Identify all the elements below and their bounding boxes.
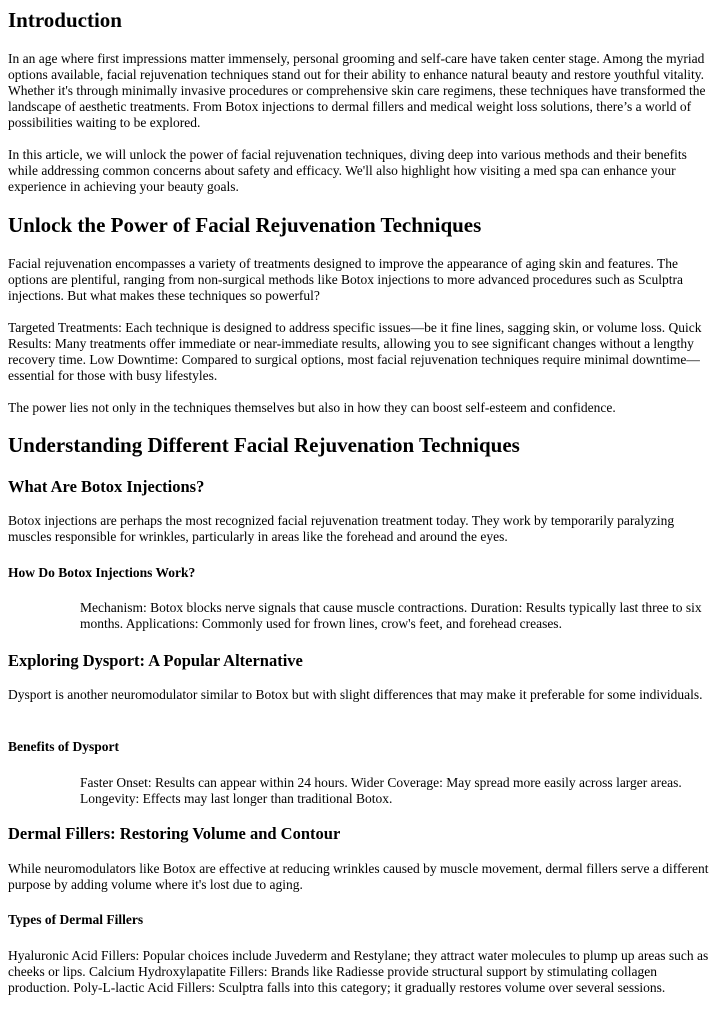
paragraph-unlock-2: Targeted Treatments: Each technique is designed to address specific issues—be it fine lines, sagging skin, or volume loss. Quick Results: Many treatments offer immediate or near-immediate results, allowing you to see significant changes without a lengthy recovery time. Low Downtime: Compared to surgical options, most facial rejuvenation techniques require minimal downtime—essential for those with busy lifestyles. — [8, 320, 702, 383]
paragraph-fillers-types: Hyaluronic Acid Fillers: Popular choices include Juvederm and Restylane; they attract water molecules to plump up areas such as cheeks or lips. Calcium Hydroxylapatite Fillers: Brands like Radiesse provide structural support by stimulating collagen production. Poly-L-lactic Acid Fillers: Sculptra falls into this category; it gradually restores volume over several sessions. — [8, 948, 709, 995]
paragraph-dysport-1: Dysport is another neuromodulator similar to Botox but with slight differences that may make it preferable for some individuals. — [8, 687, 703, 702]
heading-dysport-benefits: Benefits of Dysport — [8, 739, 119, 754]
paragraph-intro-2: In this article, we will unlock the power of facial rejuvenation techniques, diving deep into various methods and their benefits while addressing common concerns about safety and efficacy. We'll also highlight how visiting a med spa can enhance your experience in achieving your beauty goals. — [8, 147, 687, 194]
heading-understanding: Understanding Different Facial Rejuvenation Techniques — [8, 433, 520, 457]
paragraph-fillers-1: While neuromodulators like Botox are effective at reducing wrinkles caused by muscle movement, dermal fillers serve a different purpose by adding volume where it's lost due to aging. — [8, 861, 709, 892]
heading-dysport: Exploring Dysport: A Popular Alternative — [8, 651, 303, 670]
heading-botox: What Are Botox Injections? — [8, 477, 205, 496]
paragraph-botox-1: Botox injections are perhaps the most recognized facial rejuvenation treatment today. They work by temporarily paralyzing muscles responsible for wrinkles, particularly in areas like the forehead and around the eyes. — [8, 513, 675, 544]
paragraph-intro-1: In an age where first impressions matter immensely, personal grooming and self-care have taken center stage. Among the myriad options available, facial rejuvenation techniques stand out for their ability to enhance natural beauty and restore youthful vitality. Whether it's through minimally invasive procedures or comprehensive skin care regimens, these techniques have transformed the landscape of aesthetic treatments. From Botox injections to dermal fillers and medical weight loss solutions, there’s a world of possibilities waiting to be explored. — [8, 51, 706, 130]
heading-introduction: Introduction — [8, 8, 122, 32]
paragraph-unlock-3: The power lies not only in the techniques themselves but also in how they can boost self-esteem and confidence. — [8, 400, 616, 415]
heading-unlock: Unlock the Power of Facial Rejuvenation Techniques — [8, 213, 482, 237]
heading-botox-work: How Do Botox Injections Work? — [8, 565, 196, 580]
paragraph-unlock-1: Facial rejuvenation encompasses a variety of treatments designed to improve the appearance of aging skin and features. The options are plentiful, ranging from non-surgical methods like Botox injections to more advanced procedures such as Sculptra injections. But what makes these techniques so powerful? — [8, 256, 683, 303]
heading-fillers-types: Types of Dermal Fillers — [8, 912, 144, 927]
quote-botox-work: Mechanism: Botox blocks nerve signals that cause muscle contractions. Duration: Results typically last three to six months. Applications: Commonly used for frown lines, crow's feet, and forehead creases. — [80, 600, 702, 631]
heading-fillers: Dermal Fillers: Restoring Volume and Contour — [8, 824, 341, 843]
quote-dysport-benefits: Faster Onset: Results can appear within 24 hours. Wider Coverage: May spread more easily across larger areas. Longevity: Effects may last longer than traditional Botox. — [80, 775, 682, 806]
